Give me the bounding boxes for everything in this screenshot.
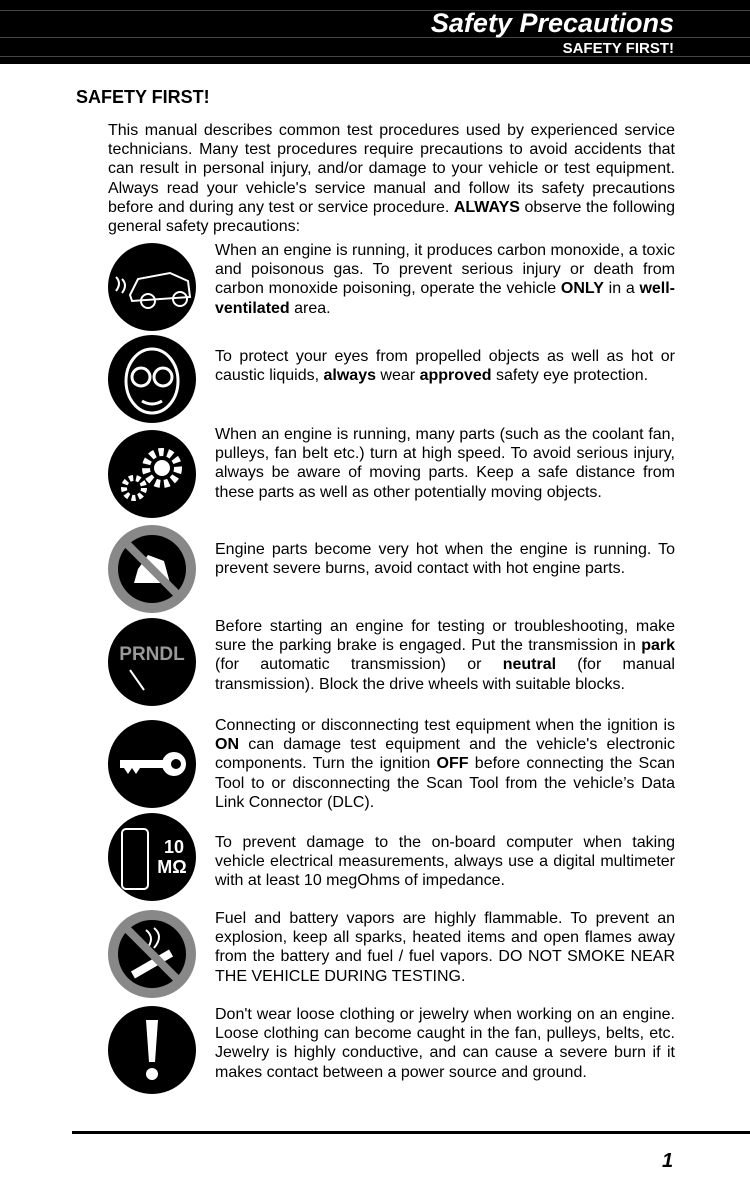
precaution-text [215,347,675,385]
bold-text: neutral [502,656,557,674]
safety-goggles-icon [108,335,196,423]
header-title: Safety Precautions [430,8,674,38]
text-segment: To protect your eyes from propelled objects as well as hot or caustic liquids, [215,348,675,385]
text-segment: Connecting or disconnecting test equipment when the ignition is [215,717,675,734]
precaution-text [215,241,675,318]
bold-text: well-ventilated [215,280,675,317]
text-segment: This manual describes common test procedures used by experienced service technicians. Many test procedures require precautions to avoid accidents that can result in personal injury, and/or damage to your vehicle or test equipment. Always read your vehicle's service manual and follow its safety precautions before and during any test or service procedure. [108,122,675,216]
bold-text: ALWAYS [453,198,520,216]
exclamation-icon [108,1006,196,1094]
multimeter-icon [108,813,196,901]
intro-paragraph [108,121,675,236]
bold-text: always [323,367,376,385]
page-number: 1 [662,1150,674,1172]
text-segment: in a [603,280,640,298]
gear-selector-icon [108,618,196,706]
header-subtitle: SAFETY FIRST! [562,40,674,57]
precaution-text [215,425,675,502]
text-segment: can damage test equipment and the vehicle's electronic components. Turn the ignition [215,736,675,773]
svg-text:MΩ: MΩ [157,857,187,877]
text-segment: Fuel and battery vapors are highly flammable. To prevent an explosion, keep all sparks, heated items and open flames away from the battery and fuel / fuel vapors. DO NOT SMOKE NEAR THE VEHICLE DURING TESTING. [215,910,675,985]
section-heading: SAFETY FIRST! [76,87,210,107]
text-segment: When an engine is running, it produces carbon monoxide, a toxic and poisonous gas. To prevent serious injury or death from carbon monoxide poisoning, operate the vehicle [215,242,675,298]
text-segment: (for manual transmission). Block the drive wheels with suitable blocks. [215,656,675,693]
text-segment: (for automatic transmission) or [215,656,503,674]
exhaust-car-icon [108,243,196,331]
svg-text:10: 10 [163,837,185,857]
text-segment: When an engine is running, many parts (such as the coolant fan, pulleys, fan belt etc.) turn at high speed. To avoid serious injury, always be aware of moving parts. Keep a safe distance from these parts as well as other potentially moving objects. [215,426,675,501]
no-touch-hot-icon [108,525,196,613]
svg-text:PRNDL: PRNDL [119,644,185,665]
precaution-text [215,1005,675,1082]
text-segment: Before starting an engine for testing or troubleshooting, make sure the parking brake is engaged. Put the transmission in [215,618,675,655]
key-icon [108,720,196,808]
bold-text: park [641,637,675,655]
footer-rule [72,1131,750,1134]
bold-text: OFF [436,755,469,773]
bold-text: ONLY [560,280,604,298]
precaution-text [215,617,675,694]
text-segment: Don't wear loose clothing or jewelry when working on an engine. Loose clothing can become caught in the fan, pulleys, belts, etc. Jewelry is highly conductive, and can cause a severe burn if it makes contact between a power source and ground. [215,1006,675,1081]
text-segment: area. [289,299,331,317]
precaution-text [215,540,675,578]
precaution-text [215,909,675,986]
text-segment: Engine parts become very hot when the engine is running. To prevent severe burns, avoid contact with hot engine parts. [215,541,675,578]
text-segment: before connecting the Scan Tool to or disconnecting the Scan Tool from the vehicle’s Data Link Connector (DLC). [215,755,675,811]
page-header [0,0,750,64]
gears-icon [108,430,196,518]
precaution-text [215,716,675,812]
text-segment: wear [375,367,420,385]
precaution-text [215,833,675,891]
no-smoking-icon [108,910,196,998]
text-segment: observe the following general safety precautions: [108,198,675,236]
text-segment: To prevent damage to the on-board computer when taking vehicle electrical measurements, always use a digital multimeter with at least 10 megOhms of impedance. [215,834,675,890]
text-segment: safety eye protection. [491,367,649,385]
bold-text: approved [419,367,492,385]
bold-text: ON [215,736,239,754]
